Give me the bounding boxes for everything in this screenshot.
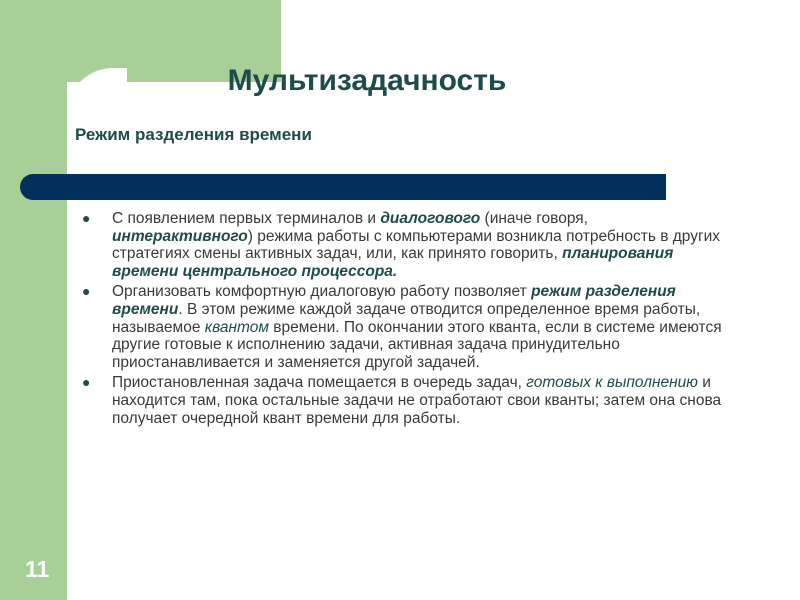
- bullet-item: ● С появлением первых терминалов и диалогового (иначе говоря, интерактивного) режима работы с компьютерами возникла потребность в других стратегиях смены активных задач, или, как принято говорить, планирования времени центрального процессора.: [82, 210, 721, 280]
- slide-subtitle: Режим разделения времени: [75, 125, 312, 144]
- page-number: 11: [25, 556, 50, 582]
- bullet-item: ● Приостановленная задача помещается в очередь задач, готовых к выполнению и находится там, пока остальные задачи не отработают свои кванты; затем она снова получает очередной квант времени для работы.: [82, 374, 722, 427]
- slide-title: Мультизадачность: [227, 64, 507, 97]
- bullet-item: ● Организовать комфортную диалоговую работу позволяет режим разделения времени. В этом режиме каждой задаче отводится определенное время работы, называемое квантом времени. По окончании этого кванта, если в системе имеются другие готовые к исполнению задачи, активная задача принудительно приостанавливается и заменяется другой задачей.: [82, 283, 722, 371]
- bullet-list: [82, 210, 732, 430]
- navy-divider-bar: [20, 174, 666, 200]
- bullet-dot-icon: ●: [82, 374, 91, 391]
- bullet-dot-icon: ●: [82, 283, 91, 300]
- bullet-dot-icon: ●: [82, 210, 91, 226]
- left-green-band: [0, 0, 67, 600]
